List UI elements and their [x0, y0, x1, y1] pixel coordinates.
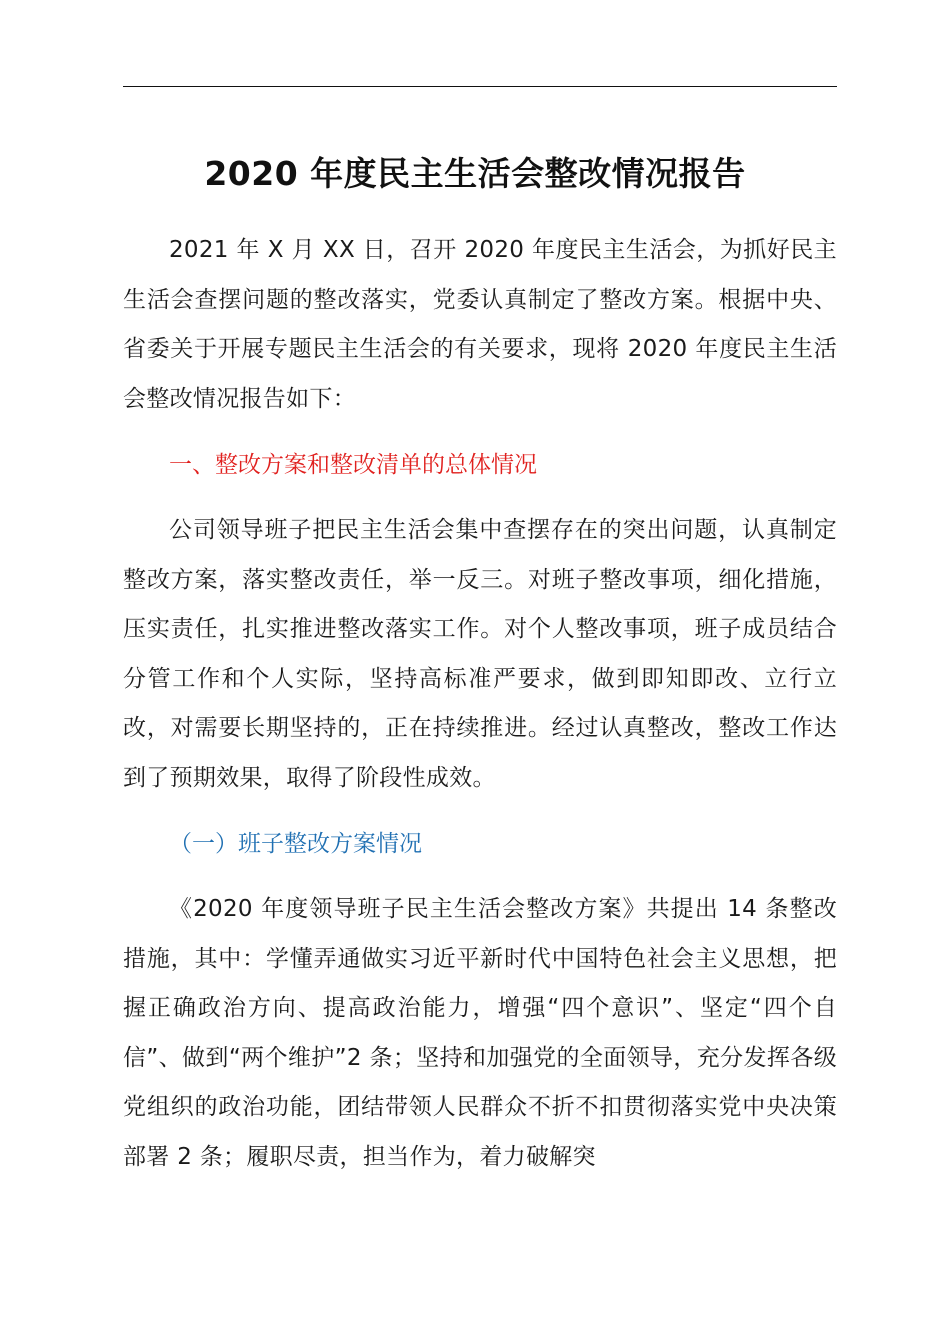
subsection-heading-1: （一）班子整改方案情况	[169, 831, 422, 857]
header-rule	[123, 86, 837, 87]
section-heading-1: 一、整改方案和整改清单的总体情况	[169, 452, 537, 478]
document-title: 2020 年度民主生活会整改情况报告	[204, 154, 746, 193]
section-1-paragraph: 公司领导班子把民主生活会集中查摆存在的突出问题，认真制定整改方案，落实整改责任，举一反三。对班子整改事项，细化措施，压实责任，扎实推进整改落实工作。对个人整改事项，班子成员结合分管工作和个人实际，坚持高标准严要求，做到即知即改、立行立改，对需要长期坚持的，正在持续推进。经过认真整改，整改工作达到了预期效果，取得了阶段性成效。	[123, 517, 837, 791]
intro-paragraph: 2021 年 X 月 XX 日，召开 2020 年度民主生活会，为抓好民主生活会查摆问题的整改落实，党委认真制定了整改方案。根据中央、省委关于开展专题民主生活会的有关要求，现将 2020 年度民主生活会整改情况报告如下：	[123, 237, 837, 412]
subsection-1-paragraph: 《2020 年度领导班子民主生活会整改方案》共提出 14 条整改措施，其中：学懂弄通做实习近平新时代中国特色社会主义思想，把握正确政治方向、提高政治能力，增强“四个意识”、坚定“四个自信”、做到“两个维护”2 条；坚持和加强党的全面领导，充分发挥各级党组织的政治功能，团结带领人民群众不折不扣贯彻落实党中央决策部署 2 条；履职尽责，担当作为，着力破解突	[123, 896, 837, 1170]
